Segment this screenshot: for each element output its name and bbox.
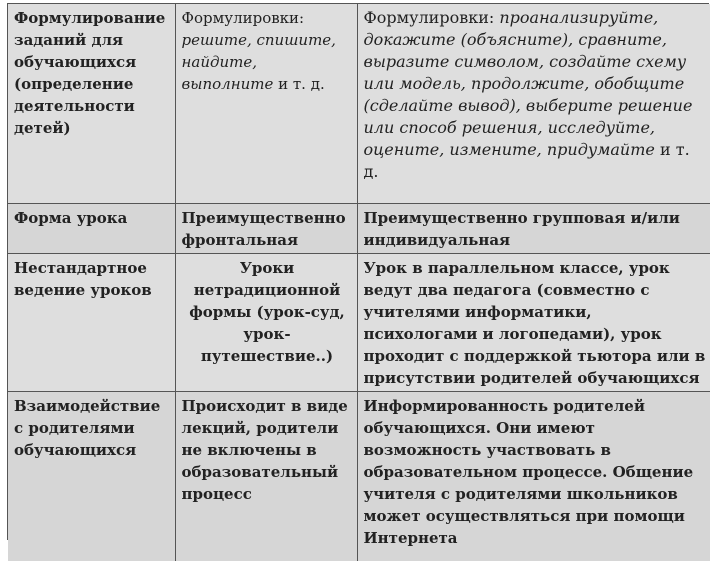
traditional-cell: Уроки нетрадиционной формы (урок-суд, урок-путешествие..) [175, 253, 357, 391]
table-row [8, 391, 710, 561]
row-header-cell: Формулирование заданий для обучающихся (определение деятельности детей) [8, 4, 175, 203]
row-header-cell: Форма урока [8, 203, 175, 253]
modern-cell: Урок в параллельном классе, урок ведут два педагога (совместно с учителями информатики, психологами и логопедами), урок проходит с поддержкой тьютора или в присутствии родителей обучающихся [357, 253, 710, 391]
modern-cell [357, 4, 710, 203]
table-row [8, 4, 710, 203]
row-header-cell: Нестандартное ведение уроков [8, 253, 175, 391]
cell-italic-text: решите, спишите, найдите, выполните [181, 31, 336, 93]
modern-cell: Преимущественно групповая и/или индивидуальная [357, 203, 710, 253]
row-header-cell: Взаимодействие с родителями обучающихся [8, 391, 175, 561]
cell-tail-text: и т. д. [363, 140, 690, 181]
traditional-cell [175, 4, 357, 203]
table-row [8, 203, 710, 253]
table-row [8, 253, 710, 391]
cell-italic-text: проанализируйте, докажите (объясните), сравните, выразите символом, создайте схему или модель, продолжите, обобщите (сделайте вывод), выберите решение или способ решения, исследуйте, оцените, измените, придумайте [363, 8, 693, 159]
cell-tail-text: и т. д. [273, 75, 325, 93]
comparison-table-container [7, 3, 709, 547]
comparison-table [8, 4, 710, 561]
traditional-cell: Происходит в виде лекций, родители не включены в образовательный процесс [175, 391, 357, 561]
cell-label: Формулировки: [363, 8, 500, 27]
traditional-cell: Преимущественно фронтальная [175, 203, 357, 253]
cell-label: Формулировки: [181, 9, 305, 27]
modern-cell: Информированность родителей обучающихся. Они имеют возможность участвовать в образовательном процессе. Общение учителя с родителями школьников может осуществляться при помощи Интернета [357, 391, 710, 561]
